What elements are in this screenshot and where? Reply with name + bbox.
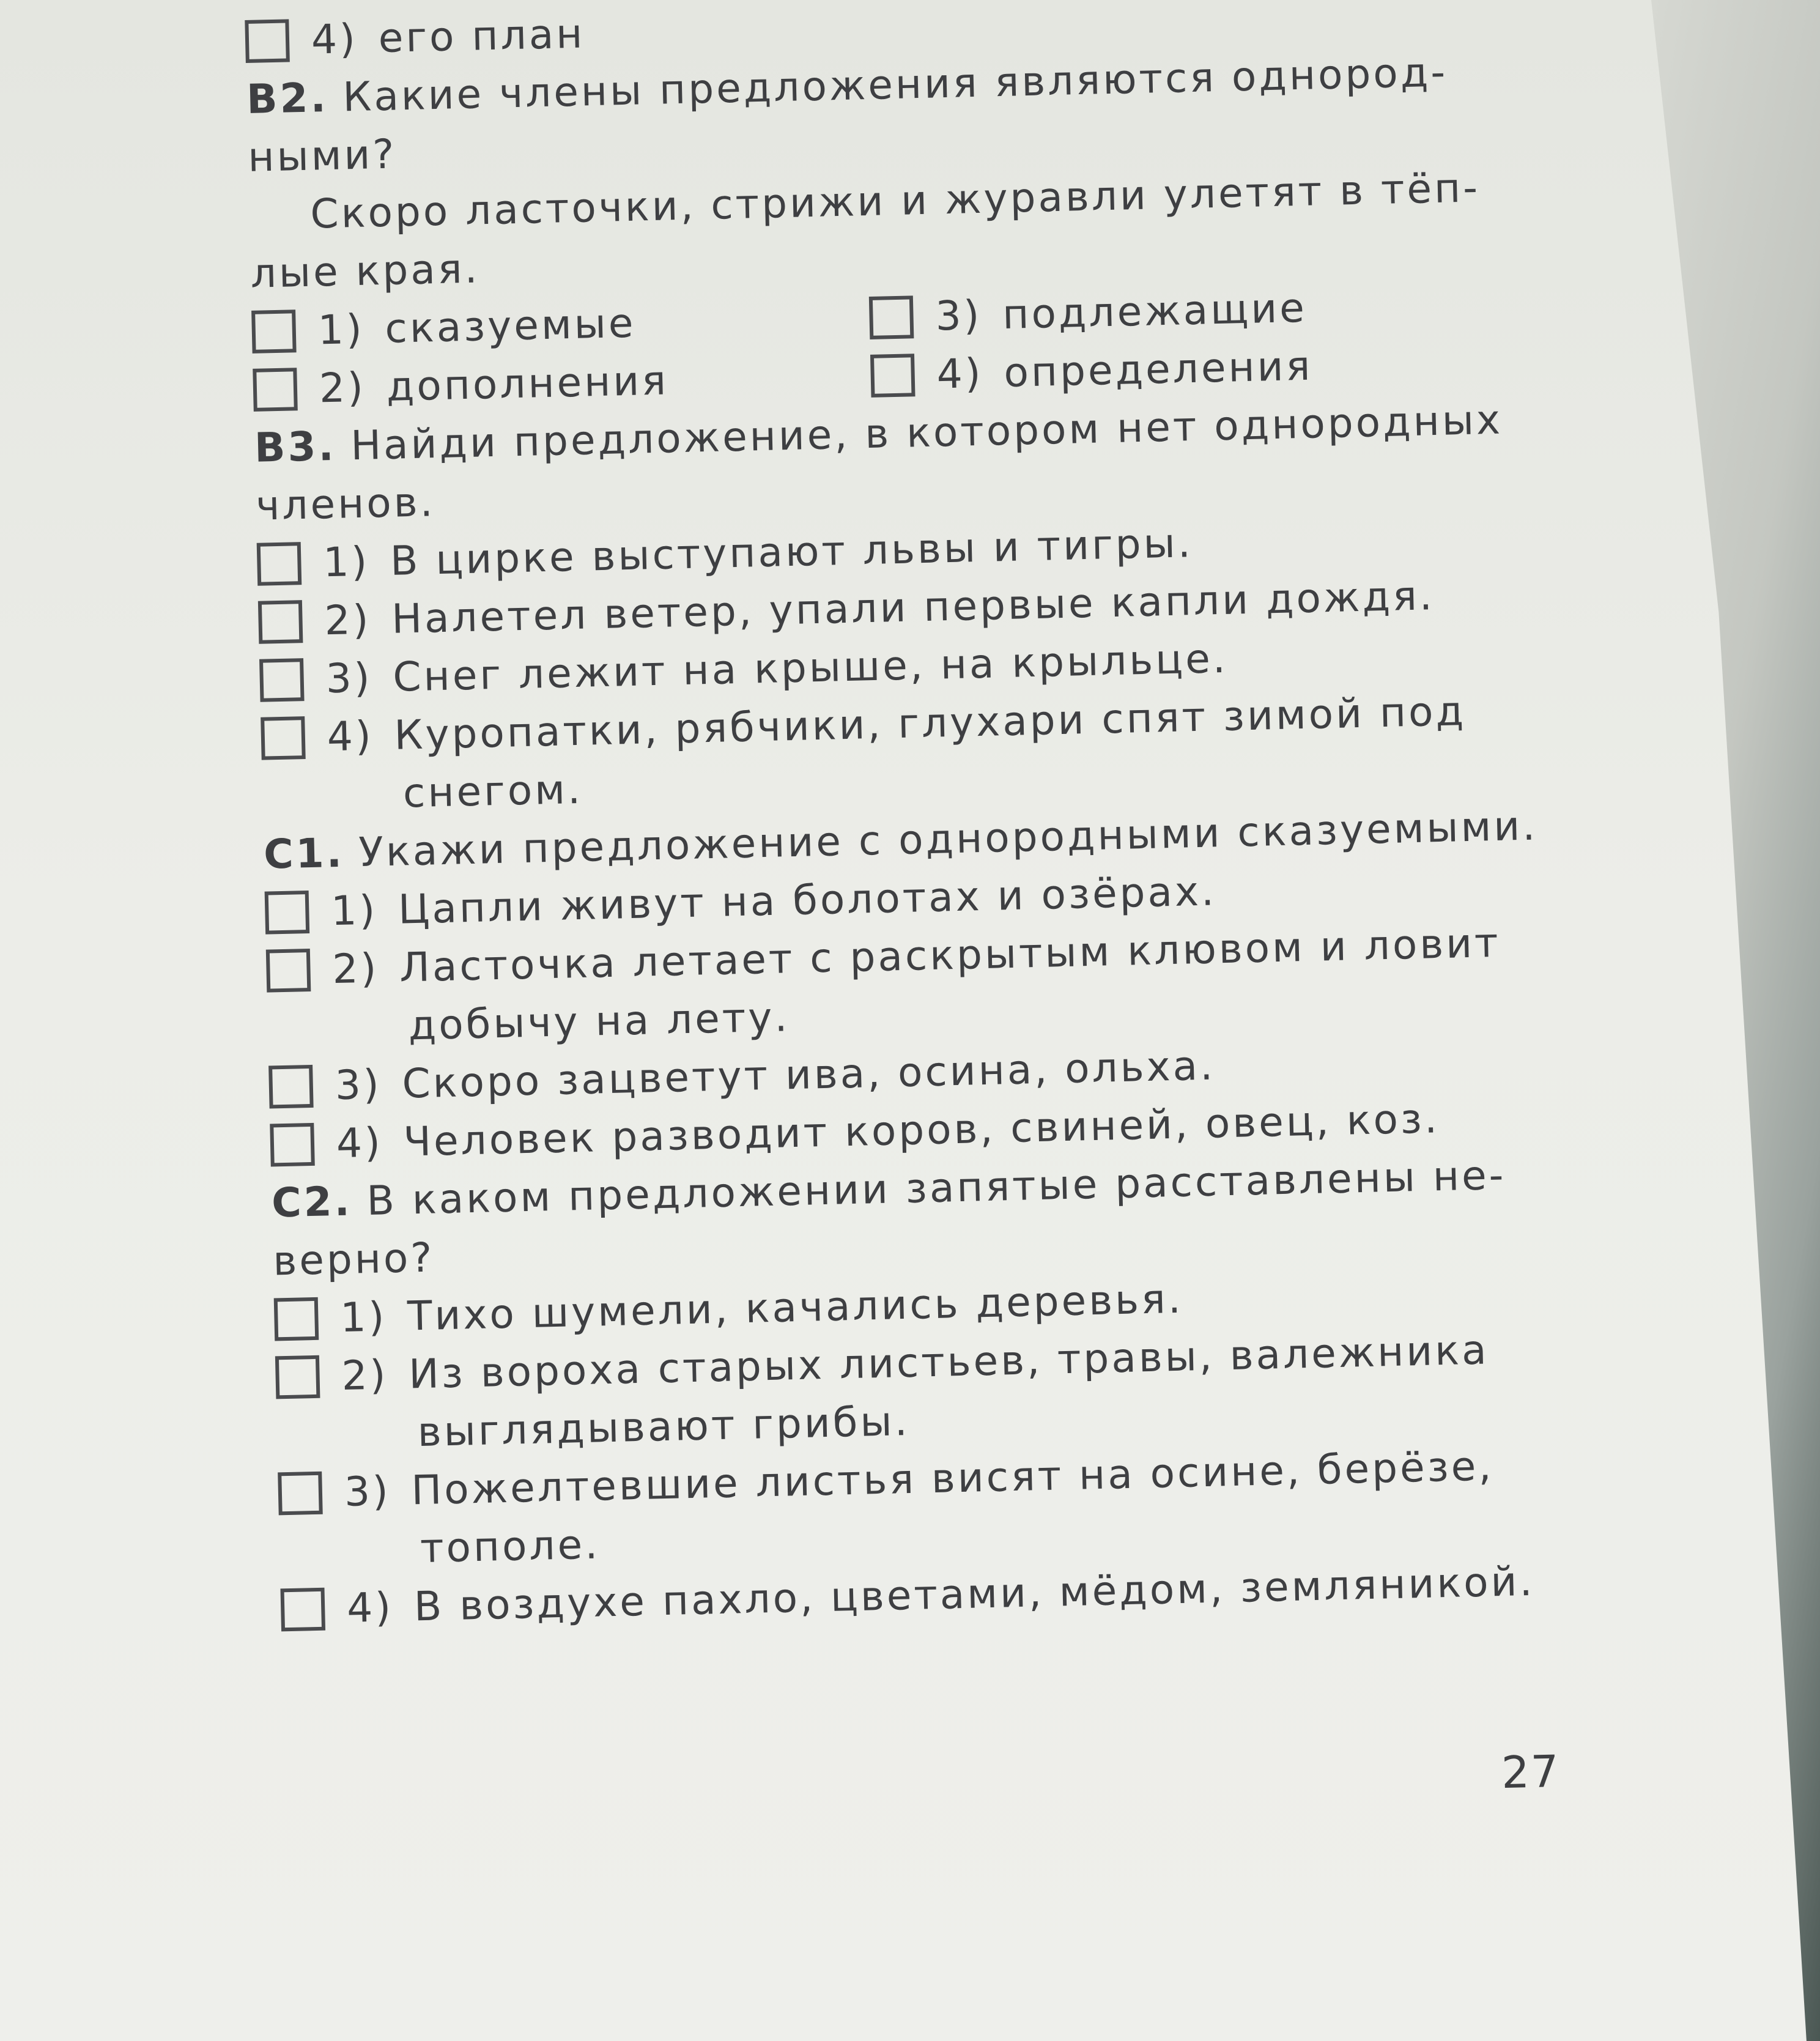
question-label: C1. <box>263 829 345 878</box>
option-number: 3) <box>344 1467 391 1516</box>
question-label: B3. <box>254 422 337 472</box>
answer-checkbox[interactable] <box>869 295 914 339</box>
option-number: 1) <box>322 538 371 587</box>
option-number: 1) <box>330 886 378 935</box>
question-text: Какие члены предложения являются однород- <box>342 48 1448 121</box>
option-text: его план <box>377 10 586 62</box>
answer-checkbox[interactable] <box>258 600 303 644</box>
b3-question-cont: членов. <box>255 478 436 530</box>
option-text: Куропатки, рябчики, глухари спят зимой под <box>393 687 1467 759</box>
option-number: 3) <box>934 291 983 340</box>
option-text: Пожелтевшие листья висят на осине, берёзе, <box>410 1442 1495 1514</box>
answer-checkbox[interactable] <box>870 354 916 398</box>
question-text: В каком предложении запятые расставлены не- <box>366 1151 1507 1224</box>
answer-checkbox[interactable] <box>274 1297 319 1341</box>
question-label: B2. <box>246 73 329 123</box>
answer-checkbox[interactable] <box>257 542 302 586</box>
option-number: 3) <box>334 1061 382 1109</box>
page-number: 27 <box>1501 1745 1561 1799</box>
question-label: C2. <box>271 1177 353 1227</box>
b3-option-4-cont: снегом. <box>402 765 583 817</box>
answer-checkbox[interactable] <box>275 1355 320 1399</box>
book-page-edge <box>1651 0 1820 2041</box>
option-text: Цапли живут на болотах и озёрах. <box>398 867 1217 933</box>
answer-checkbox[interactable] <box>280 1587 325 1631</box>
question-text: Найди предложение, в котором нет однородных <box>350 396 1503 470</box>
option-text: Тихо шумели, качались деревья. <box>407 1275 1184 1340</box>
worksheet-content <box>245 0 1627 1639</box>
option-number: 4) <box>336 1119 383 1168</box>
question-text: Укажи предложение с однородными сказуемыми. <box>358 802 1538 876</box>
option-number: 4) <box>311 15 358 64</box>
option-number: 2) <box>319 363 366 412</box>
option-number: 4) <box>936 349 984 398</box>
option-number: 1) <box>339 1293 388 1341</box>
option-text: В цирке выступают львы и тигры. <box>390 519 1194 585</box>
option-text: дополнения <box>385 357 669 410</box>
answer-checkbox[interactable] <box>259 658 305 702</box>
answer-checkbox[interactable] <box>253 368 298 412</box>
c1-option-2-cont: добычу на лету. <box>407 993 791 1050</box>
option-text: сказуемые <box>384 299 637 352</box>
b2-sentence-cont: лые края. <box>250 245 481 297</box>
option-number: 2) <box>341 1351 389 1399</box>
option-text: Человек разводит коров, свиней, овец, коз. <box>402 1095 1440 1166</box>
answer-checkbox[interactable] <box>265 890 310 934</box>
option-number: 3) <box>325 654 373 703</box>
c2-question-cont: верно? <box>272 1234 435 1285</box>
option-text: определения <box>1003 342 1313 396</box>
option-text: Скоро зацветут ива, осина, ольха. <box>401 1042 1216 1108</box>
option-number: 1) <box>317 305 365 354</box>
answer-checkbox[interactable] <box>266 948 311 992</box>
option-text: Снег лежит на крыше, на крыльце. <box>392 634 1229 701</box>
answer-checkbox[interactable] <box>245 19 290 63</box>
option-text: Налетел ветер, упали первые капли дождя. <box>391 572 1435 643</box>
option-text: Из вороха старых листьев, травы, валежника <box>408 1326 1490 1398</box>
b2-question-cont: ными? <box>247 130 398 181</box>
option-text: В воздухе пахло, цветами, мёдом, земляникой. <box>413 1557 1536 1631</box>
answer-checkbox[interactable] <box>268 1064 314 1108</box>
answer-checkbox[interactable] <box>251 309 297 354</box>
option-number: 4) <box>346 1584 394 1632</box>
b2-sentence: Скоро ласточки, стрижи и журавли улетят в тёп- <box>309 164 1481 238</box>
c2-option-2-cont: выглядывают грибы. <box>416 1397 911 1456</box>
option-number: 2) <box>324 596 372 645</box>
option-text: Ласточка летает с раскрытым клювом и ловит <box>399 919 1501 991</box>
c2-option-3-cont: тополе. <box>420 1521 601 1572</box>
answer-checkbox[interactable] <box>278 1471 323 1515</box>
option-number: 2) <box>331 944 380 993</box>
answer-checkbox[interactable] <box>270 1122 315 1166</box>
answer-checkbox[interactable] <box>261 716 306 760</box>
option-number: 4) <box>327 712 374 761</box>
option-text: подлежащие <box>1002 284 1308 339</box>
